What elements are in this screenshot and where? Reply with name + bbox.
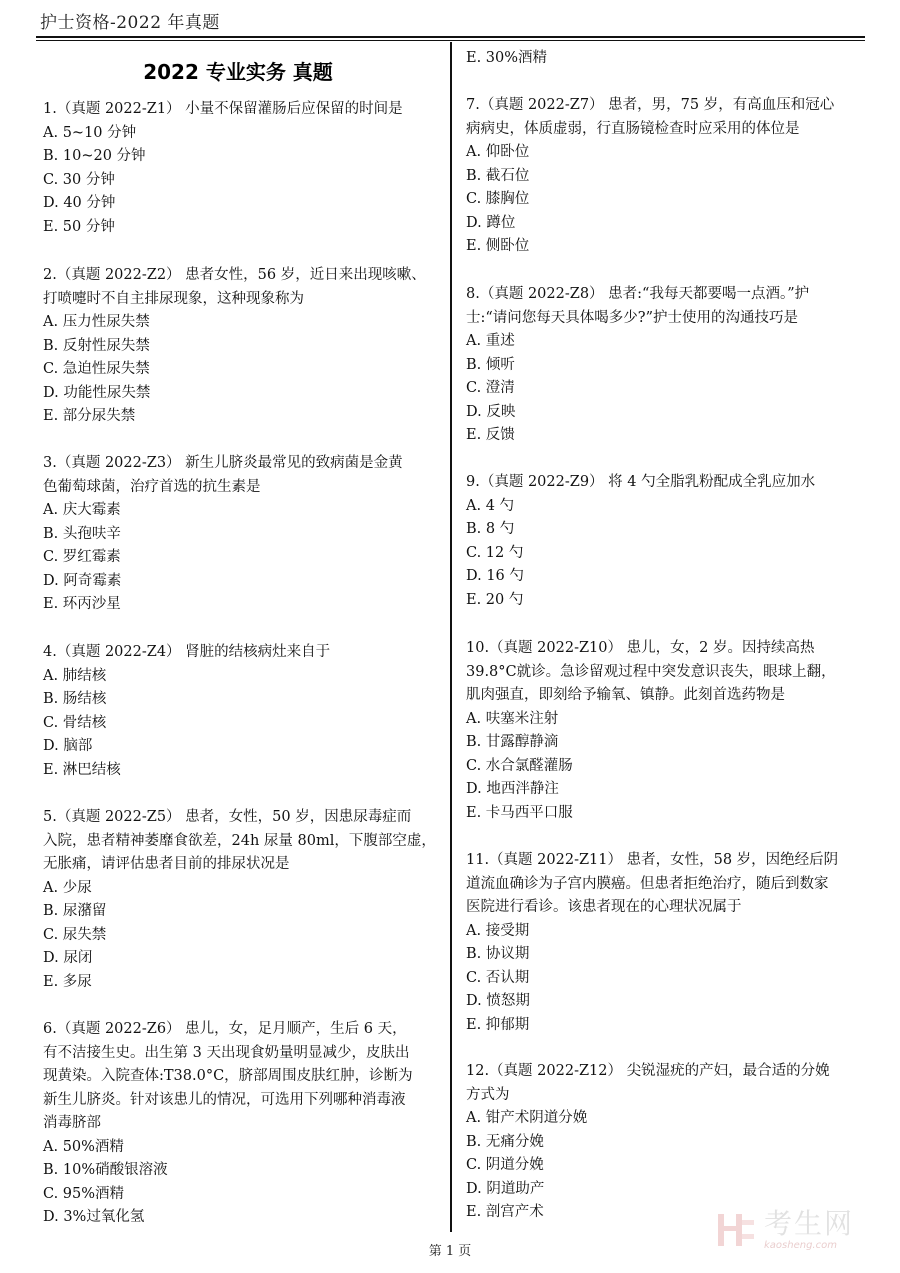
watermark-name: 考生网 [764, 1206, 855, 1240]
question-stem-line: 6.（真题 2022-Z6） 患儿，女，足月顺产，生后 6 天， [43, 1021, 407, 1037]
answer-option: C. 骨结核 [43, 714, 107, 731]
question-stem-line: 3.（真题 2022-Z3） 新生儿脐炎最常见的致病菌是金黄 [43, 455, 403, 471]
document-title: 2022 专业实务 真题 [143, 60, 333, 84]
answer-option: D. 3%过氧化氢 [43, 1209, 145, 1225]
answer-option: B. 肠结核 [43, 691, 107, 707]
answer-option: C. 尿失禁 [43, 926, 107, 943]
header-rule-thin [36, 40, 865, 41]
answer-option: A. 呋塞米注射 [466, 710, 559, 727]
answer-option: C. 罗红霉素 [43, 549, 121, 565]
question-stem-line: 8.（真题 2022-Z8） 患者:“我每天都要喝一点酒。”护 [466, 286, 810, 302]
question-stem-line: 有不洁接生史。出生第 3 天出现食奶量明显减少，皮肤出 [43, 1044, 410, 1061]
answer-option: D. 尿闭 [43, 950, 93, 966]
answer-option: E. 20 勺 [466, 591, 524, 608]
answer-option: C. 急迫性尿失禁 [43, 361, 150, 377]
answer-option: C. 12 勺 [466, 544, 524, 561]
answer-option: D. 脑部 [43, 738, 93, 754]
answer-option: A. 5~10 分钟 [43, 124, 137, 141]
question-stem-line: 新生儿脐炎。针对该患儿的情况，可选用下列哪种消毒液 [43, 1091, 406, 1108]
column-divider [450, 42, 452, 1232]
answer-option: D. 愤怒期 [466, 993, 530, 1009]
answer-option: E. 剖宫产术 [466, 1204, 544, 1220]
question-stem-line: 39.8°C就诊。急诊留观过程中突发意识丧失，眼球上翻， [466, 663, 836, 680]
question-stem-line: 医院进行看诊。该患者现在的心理状况属于 [466, 899, 742, 915]
answer-option: E. 反馈 [466, 427, 515, 443]
question-stem-line: 12.（真题 2022-Z12） 尖锐湿疣的产妇，最合适的分娩 [466, 1063, 830, 1079]
question-stem-line: 无胀痛，请评估患者目前的排尿状况是 [43, 856, 290, 872]
answer-option: B. 协议期 [466, 946, 530, 962]
question-stem-line: 1.（真题 2022-Z1） 小量不保留灌肠后应保留的时间是 [43, 101, 403, 117]
question-stem-line: 肌肉强直，即刻给予输氧、镇静。此刻首选药物是 [466, 687, 785, 703]
answer-option: A. 4 勺 [466, 497, 515, 514]
header-title: 护士资格-2022 年真题 [40, 13, 220, 33]
answer-option: E. 多尿 [43, 973, 92, 990]
answer-option: B. 反射性尿失禁 [43, 337, 150, 354]
answer-option: C. 否认期 [466, 969, 530, 986]
answer-option: C. 阴道分娩 [466, 1157, 544, 1173]
answer-option: C. 澄清 [466, 380, 515, 396]
answer-option: A. 压力性尿失禁 [43, 314, 150, 330]
question-stem-line: 10.（真题 2022-Z10） 患儿，女，2 岁。因持续高热 [466, 640, 815, 656]
answer-option: A. 仰卧位 [466, 144, 530, 160]
answer-option: E. 环丙沙星 [43, 596, 121, 612]
answer-option: E. 30%酒精 [466, 50, 548, 66]
answer-option: E. 侧卧位 [466, 238, 530, 254]
answer-option: D. 地西泮静注 [466, 781, 559, 797]
question-stem-line: 9.（真题 2022-Z9） 将 4 勺全脂乳粉配成全乳应加水 [466, 474, 816, 490]
answer-option: B. 尿潴留 [43, 903, 107, 919]
answer-option: B. 倾听 [466, 356, 515, 373]
question-stem-line: 病病史，体质虚弱，行直肠镜检查时应采用的体位是 [466, 120, 800, 137]
answer-option: A. 接受期 [466, 922, 530, 939]
answer-option: D. 反映 [466, 403, 516, 420]
answer-option: B. 8 勺 [466, 521, 515, 537]
answer-option: A. 肺结核 [43, 667, 107, 684]
answer-option: E. 部分尿失禁 [43, 408, 136, 424]
answer-option: B. 无痛分娩 [466, 1133, 544, 1150]
question-stem-line: 士:“请问您每天具体喝多少?”护士使用的沟通技巧是 [466, 309, 798, 326]
question-stem-line: 现黄染。入院查体:T38.0°C，脐部周围皮肤红肿，诊断为 [43, 1068, 413, 1084]
answer-option: B. 截石位 [466, 167, 530, 184]
answer-option: D. 蹲位 [466, 214, 516, 231]
answer-option: A. 50%酒精 [43, 1138, 124, 1155]
question-stem-line: 2.（真题 2022-Z2） 患者女性，56 岁，近日来出现咳嗽、 [43, 267, 426, 283]
answer-option: B. 10%硝酸银溶液 [43, 1162, 168, 1178]
question-stem-line: 入院，患者精神萎靡食欲差，24h 尿量 80ml，下腹部空虚， [43, 832, 436, 849]
page-number: 第 1 页 [428, 1244, 472, 1259]
question-stem-line: 消毒脐部 [43, 1115, 101, 1131]
answer-option: D. 阿奇霉素 [43, 572, 122, 589]
question-stem-line: 方式为 [466, 1086, 510, 1103]
answer-option: A. 钳产术阴道分娩 [466, 1110, 588, 1126]
answer-option: A. 重述 [466, 333, 515, 349]
question-stem-line: 7.（真题 2022-Z7） 患者，男，75 岁，有高血压和冠心 [466, 97, 835, 113]
question-stem-line: 道流血确诊为子宫内膜癌。但患者拒绝治疗，随后到数家 [466, 875, 829, 892]
question-stem-line: 11.（真题 2022-Z11） 患者，女性，58 岁，因绝经后阴 [466, 852, 839, 868]
answer-option: B. 甘露醇静滴 [466, 734, 559, 750]
answer-option: E. 淋巴结核 [43, 761, 121, 778]
answer-option: D. 阴道助产 [466, 1180, 545, 1197]
answer-option: E. 50 分钟 [43, 218, 115, 235]
watermark-url: kaosheng.com [764, 1239, 837, 1251]
answer-option: C. 膝胸位 [466, 191, 530, 207]
answer-option: D. 16 勺 [466, 568, 524, 584]
answer-option: E. 卡马西平口服 [466, 804, 573, 821]
answer-option: B. 头孢呋辛 [43, 525, 121, 542]
question-stem-line: 打喷嚏时不自主排尿现象，这种现象称为 [43, 290, 304, 307]
header-rule [36, 36, 865, 38]
answer-option: A. 少尿 [43, 879, 92, 896]
question-stem-line: 4.（真题 2022-Z4） 肾脏的结核病灶来自于 [43, 644, 331, 660]
answer-option: D. 40 分钟 [43, 195, 116, 211]
question-stem-line: 5.（真题 2022-Z5） 患者，女性，50 岁，因患尿毒症而 [43, 809, 412, 825]
question-stem-line: 色葡萄球菌，治疗首选的抗生素是 [43, 478, 261, 495]
answer-option: A. 庆大霉素 [43, 502, 121, 518]
watermark [716, 1204, 886, 1256]
answer-option: B. 10~20 分钟 [43, 148, 146, 164]
answer-option: C. 30 分钟 [43, 171, 115, 188]
answer-option: C. 水合氯醛灌肠 [466, 757, 573, 774]
answer-option: E. 抑郁期 [466, 1016, 530, 1033]
answer-option: D. 功能性尿失禁 [43, 384, 151, 401]
kaosheng-logo-icon [716, 1210, 756, 1250]
answer-option: C. 95%酒精 [43, 1185, 125, 1202]
